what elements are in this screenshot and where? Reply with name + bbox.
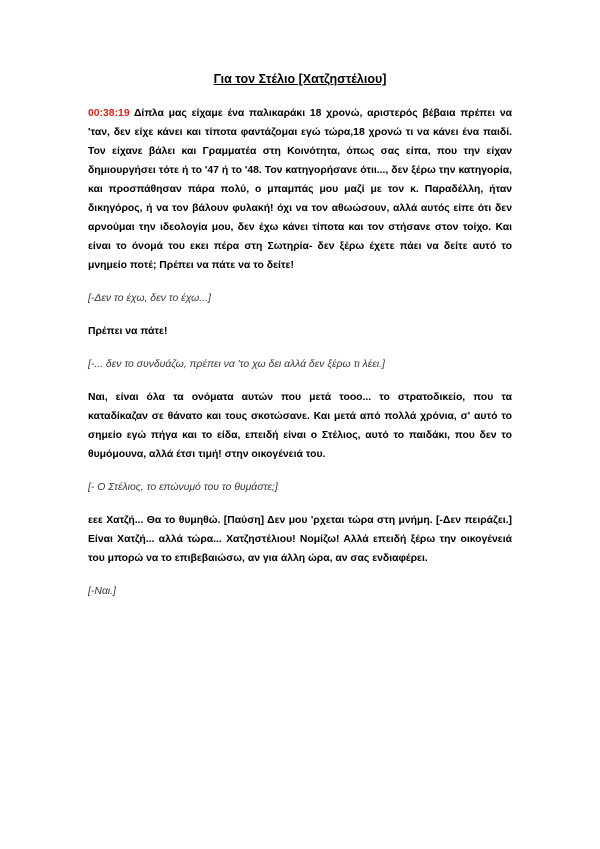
answer-paragraph: Πρέπει να πάτε! <box>88 326 168 337</box>
answer-paragraph: εεε Χατζή... Θα το θυμηθώ. [Παύση] Δεν μου 'ρχεται τώρα στη μνήμη. [-Δεν πειράζει.] Είναι Χατζή... αλλά τώρα... Χατζηστέλιου! Νομίζω! Αλλά επειδή ξέρω την οικογένειά του μπορώ να το επιβεβαιώσω, αν για άλλη ώρα, αν σας ενδιαφέρει. <box>88 515 512 564</box>
transcript-body <box>88 104 512 601</box>
answer-paragraph: Ναι, είναι όλα τα ονόματα αυτών που μετά τοοο... το στρατοδικείο, που τα καταδίκαζαν σε θάνατο και τους σκοτώσανε. Και μετά από πολλά χρόνια, σ' αυτό το σημείο εγώ πήγα και το είδα, επειδή είναι ο Στέλιος, αυτό το παιδάκι, που δεν το θυμόμουνα, αλλά έτσι τιμή! στην οικογένειά του. <box>88 392 512 460</box>
timestamp: 00:38:19 <box>88 108 130 119</box>
answer-paragraph <box>88 104 512 275</box>
interviewer-question: [-Δεν το έχω, δεν το έχω...] <box>88 293 211 304</box>
interviewer-question: [-... δεν το συνδυάζω, πρέπει να 'το χω δει αλλά δεν ξέρω τι λέει.] <box>88 359 385 370</box>
page-title: Για τον Στέλιο [Χατζηστέλιου] <box>213 72 387 86</box>
answer-text: Δίπλα μας είχαμε ένα παλικαράκι 18 χρονώ, αριστερός βέβαια πρέπει να 'ταν, δεν είχε κάνει και τίποτα φαντάζομαι εγώ τώρα,18 χρονώ τι να κάνει ένα παιδί. Τον είχανε βάλει και Γραμματέα στη Κοινότητα, όπως σας είπα, που την είχαν δημιουργήσει τότε ή το '47 ή το '48. Τον κατηγορήσανε ότιι..., δεν ξέρω την κατηγορία, και προσπάθησαν πάρα πολύ, ο μπαμπάς μου μαζί με τον κ. Παραδέλλη, ήταν δικηγόρος, ή να τον βάλουν φυλακή! όχι να τον αθωώσουν, αλλά αυτός είπε ότι δεν αρνούμαι την ιδεολογία μου, δεν έχω κάνει τίποτα και τον στήσανε στον τοίχο. Και είναι το όνομά του εκει πέρα στη Σωτηρία- δεν ξέρω έχετε πάει να δείτε αυτό το μνημείο ποτέ; Πρέπει να πάτε να το δείτε! <box>88 108 512 271</box>
interviewer-question: [-Ναι.] <box>88 586 116 597</box>
interviewer-question: [- Ο Στέλιος, το επώνυμό του το θυμάστε;] <box>88 482 278 493</box>
